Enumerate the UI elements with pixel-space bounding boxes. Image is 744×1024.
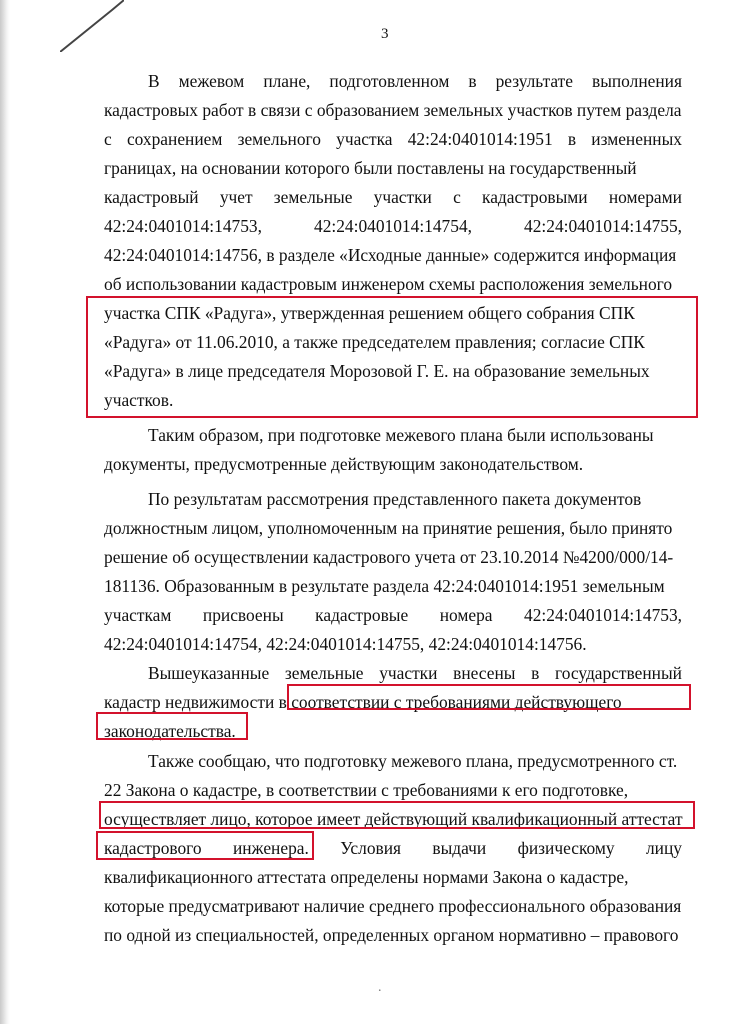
text-line: «Радуга» в лице председателя Морозовой Г. Е. на образование земельных	[104, 361, 650, 381]
word: внесены	[453, 663, 516, 683]
word: земельного	[237, 129, 321, 149]
text-line: «Радуга» от 11.06.2010, а также председателем правления; согласие СПК	[104, 332, 645, 352]
highlight-box-legislation-word	[96, 712, 248, 740]
page-corner-fold	[60, 0, 124, 52]
word: земельные	[284, 663, 364, 683]
word: выдачи	[432, 838, 487, 858]
word: 42:24:0401014:14753,	[524, 605, 682, 625]
word: В	[148, 71, 160, 91]
word: присвоены	[202, 605, 284, 625]
text-line	[148, 662, 682, 684]
text-line: Также сообщаю, что подготовку межевого плана, предусмотренного ст.	[148, 751, 678, 771]
highlight-box-spk-raduga	[86, 296, 698, 418]
word: сохранением	[126, 129, 223, 149]
text-line	[104, 128, 682, 150]
word: участка	[336, 129, 393, 149]
text-line: по одной из специальностей, определенных органом нормативно – правового	[104, 925, 679, 945]
word: кадастровый	[104, 187, 199, 207]
text-line: осуществляет лицо, которое имеет действующий квалификационный аттестат	[104, 809, 683, 829]
text-line: 181136. Образованным в результате раздела 42:24:0401014:1951 земельным	[104, 576, 665, 596]
text-line: решение об осуществлении кадастрового учета от 23.10.2014 №4200/000/14-	[104, 547, 674, 567]
word: участкам	[104, 605, 172, 625]
text-line	[104, 215, 682, 237]
word: инженера.	[232, 838, 309, 858]
text-line: участка СПК «Радуга», утвержденная решением общего собрания СПК	[104, 303, 635, 323]
highlight-box-qualification-certificate	[99, 801, 695, 829]
word: 42:24:0401014:14754,	[314, 216, 472, 236]
text-line: 42:24:0401014:14756, в разделе «Исходные данные» содержится информация	[104, 245, 677, 265]
word: 42:24:0401014:1951	[407, 129, 553, 149]
word: межевом	[178, 71, 245, 91]
text-line: По результатам рассмотрения представленного пакета документов	[148, 489, 642, 509]
text-line: должностным лицом, уполномоченным на принятие решения, было принято	[104, 518, 673, 538]
text-line	[104, 604, 682, 626]
word: кадастровые	[315, 605, 409, 625]
text-line: кадастровых работ в связи с образованием земельных участков путем раздела	[104, 100, 682, 120]
word: номерами	[608, 187, 682, 207]
word: Вышеуказанные	[148, 663, 270, 683]
word: плане,	[263, 71, 311, 91]
word: номера	[439, 605, 493, 625]
scan-edge-shadow	[0, 0, 10, 1024]
text-line: участков.	[104, 390, 174, 410]
word: кадастрового	[104, 838, 202, 858]
text-line: законодательства.	[104, 721, 236, 741]
stray-dot-mark: .	[378, 980, 382, 995]
word: лицу	[645, 838, 682, 858]
text-line: квалификационного аттестата определены нормами Закона о кадастре,	[104, 867, 629, 887]
text-line: 22 Закона о кадастре, в соответствии с требованиями к его подготовке,	[104, 780, 629, 800]
word: в	[468, 71, 477, 91]
word: в	[567, 129, 577, 149]
word: в	[531, 663, 540, 683]
highlight-box-legislation-requirements	[287, 684, 691, 710]
word: 42:24:0401014:14753,	[104, 216, 262, 236]
text-line: об использовании кадастровым инженером схемы расположения земельного	[104, 274, 673, 294]
text-line: 42:24:0401014:14754, 42:24:0401014:14755, 42:24:0401014:14756.	[104, 634, 587, 654]
word: выполнения	[591, 71, 682, 91]
text-line: документы, предусмотренные действующим законодательством.	[104, 454, 584, 474]
word: учет	[219, 187, 253, 207]
highlight-box-cadastral-engineer	[96, 831, 314, 860]
text-line: границах, на основании которого были поставлены на государственный	[104, 158, 637, 178]
text-line: кадастр недвижимости в соответствии с требованиями действующего	[104, 692, 622, 712]
word: с	[104, 129, 112, 149]
page-number: 3	[381, 26, 389, 42]
word: физическому	[517, 838, 615, 858]
text-line	[104, 186, 682, 208]
word: государственный	[555, 663, 682, 683]
text-line: которые предусматривают наличие среднего профессионального образования	[104, 896, 682, 916]
word: Условия	[340, 838, 402, 858]
word: земельные	[273, 187, 353, 207]
word: подготовленном	[329, 71, 450, 91]
word: участки	[373, 187, 432, 207]
word: с	[453, 187, 461, 207]
text-line	[148, 70, 682, 92]
word: измененных	[591, 129, 682, 149]
word: участки	[379, 663, 438, 683]
word: результате	[495, 71, 573, 91]
word: кадастровыми	[482, 187, 588, 207]
text-line: Таким образом, при подготовке межевого плана были использованы	[148, 425, 654, 445]
word: 42:24:0401014:14755,	[524, 216, 682, 236]
